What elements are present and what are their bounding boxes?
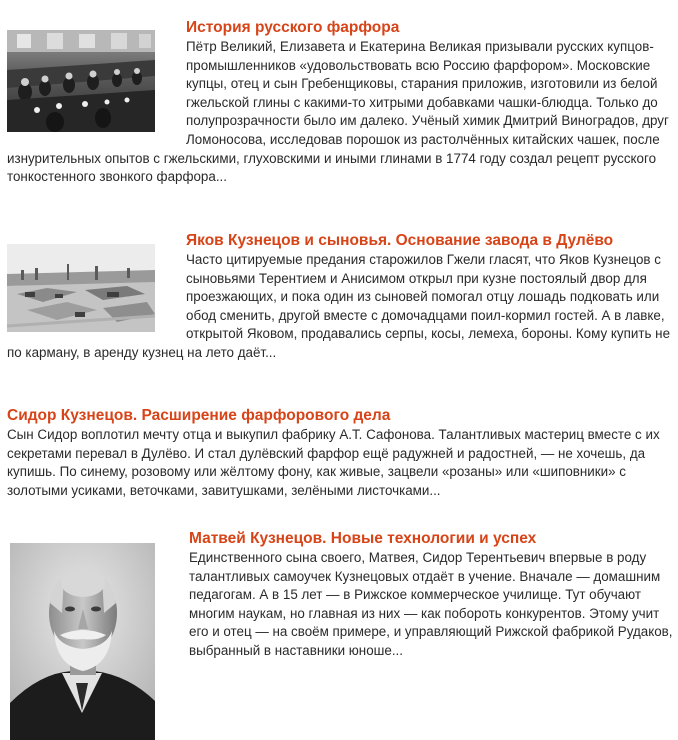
article-yakov-kuznetsov — [7, 231, 673, 363]
article-text: Единственного сына своего, Матвея, Сидор Терентьевич впервые в роду талантливых самоучек Кузнецовых отдаёт в учение. Вначале — домашним педагогам. А в 15 лет — в Рижское коммерческое училище. Тут обучают многим наукам, но главная из них — как побороть конкурентов. Этому учит его и отец — на своём примере, и управляющий Рижской фабрикой Рудаков, выбранный в наставники юноше... — [189, 550, 673, 658]
article-title[interactable]: Яков Кузнецов и сыновья. Основание завода в Дулёво — [186, 232, 614, 249]
article-matvey-kuznetsov — [7, 529, 673, 740]
factory-workshop-photo[interactable] — [7, 30, 155, 132]
article-sidor-kuznetsov — [7, 406, 673, 500]
article-history-of-russian-porcelain — [7, 18, 673, 187]
portrait-photo[interactable] — [10, 543, 155, 740]
article-text: Часто цитируемые предания старожилов Гжели гласят, что Яков Кузнецов с сыновьями Терентием и Анисимом открыл при кузне постоялый двор для проезжающих, и пока один из сыновей помогал отцу лошадь подковать или обод сменить, другой вместе с домочадцами поил-кормил гостей. А в лавке, открытой Яковом, продавались серпы, косы, лемеха, бороны. Кому купить не по карману, в аренду кузнец на лето даёт... — [7, 252, 671, 360]
village-panorama-photo[interactable] — [7, 244, 155, 332]
village-panorama-image — [7, 244, 155, 332]
article-title[interactable]: Сидор Кузнецов. Расширение фарфорового дела — [7, 407, 391, 424]
article-title[interactable]: Матвей Кузнецов. Новые технологии и успех — [189, 530, 537, 547]
article-text: Сын Сидор воплотил мечту отца и выкупил фабрику А.Т. Сафонова. Талантливых мастериц вместе с их секретами перевал в Дулёво. И стал дулёвский фарфор ещё радужней и радостней, — не хочешь, да купишь. По синему, розовому или жёлтому фону, как живые, зацвели «розаны» или «шиповники» с золотыми усиками, веточками, завитушками, зелёными листочками... — [7, 427, 660, 498]
article-title[interactable]: История русского фарфора — [186, 19, 400, 36]
factory-workshop-image — [7, 30, 155, 132]
article-text: Пётр Великий, Елизавета и Екатерина Великая призывали русских купцов-промышленников «удовольствовать всю Россию фарфором». Московские купцы, отец и сын Гребенщиковы, старания приложив, изготовили из белой гжельской глины с какими-то хитрыми добавками чашки-блюдца. Только до полупрозрачности было им далеко. Учёный химик Дмитрий Виноградов, друг Ломоносова, исследовав порошок из растолчённых китайских чашек, после изнурительных опытов с гжельскими, глуховскими и иными глинами в 1774 году создал рецепт русского тонкостенного звонкого фарфора... — [7, 39, 669, 185]
portrait-image — [10, 543, 155, 740]
